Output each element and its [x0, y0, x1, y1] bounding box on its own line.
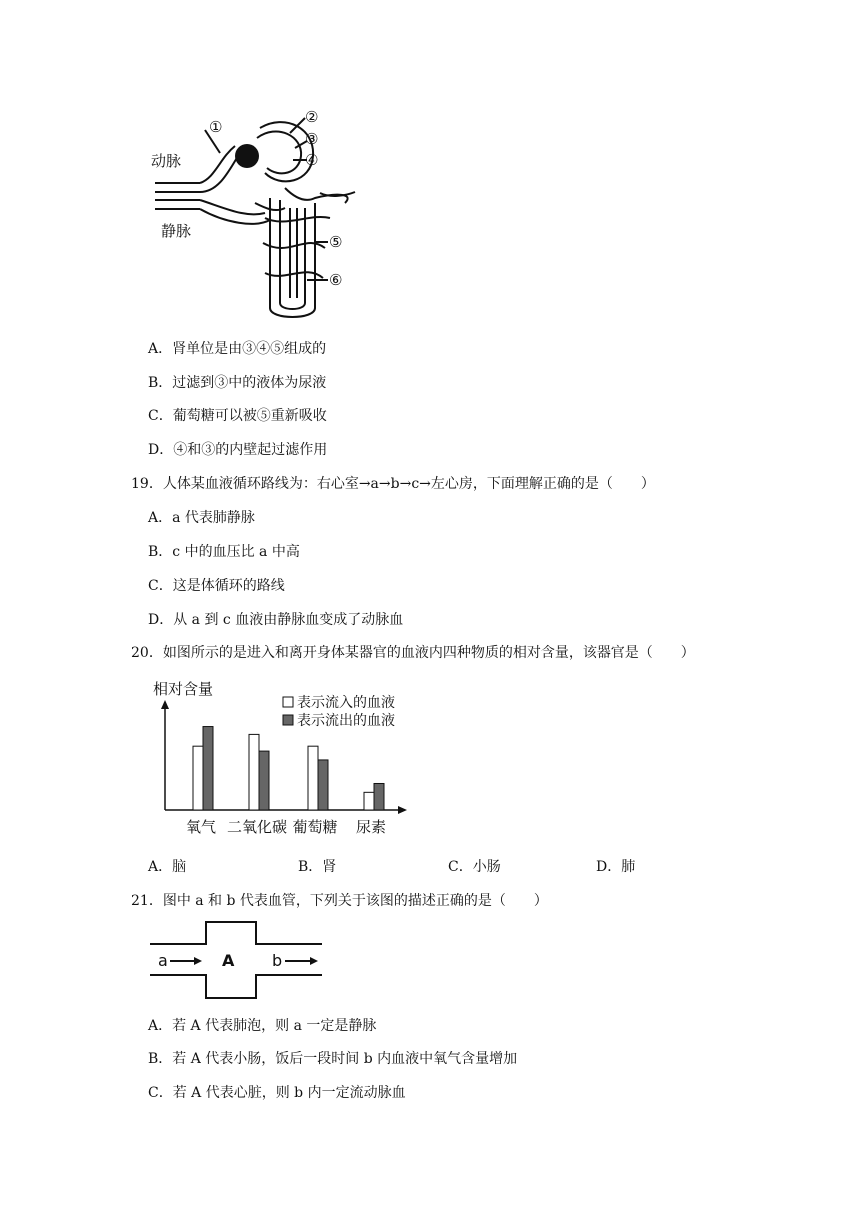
bar-inflow-3 — [364, 792, 374, 810]
arrow-b-head — [310, 957, 318, 965]
q20-stem: 20．如图所示的是进入和离开身体某器官的血液内四种物质的相对含量，该器官是（ ） — [131, 645, 695, 661]
q20-option-b: B．肾 — [298, 859, 337, 875]
q18-option-a: A．肾单位是由③④⑤组成的 — [148, 341, 327, 357]
x-axis-arrow — [398, 806, 407, 814]
fig-label-a: a — [158, 951, 168, 970]
bar-inflow-0 — [193, 746, 203, 810]
arrow-a-head — [194, 957, 202, 965]
legend-label-outflow: 表示流出的血液 — [297, 713, 395, 729]
fig-label-A: A — [222, 951, 235, 970]
y-axis-arrow — [161, 700, 169, 709]
legend-label-inflow: 表示流入的血液 — [297, 695, 395, 711]
q19-stem: 19．人体某血液循环路线为：右心室→a→b→c→左心房，下面理解正确的是（ ） — [131, 476, 655, 492]
q19-option-a: A．a 代表肺静脉 — [148, 510, 255, 526]
bar-inflow-1 — [249, 734, 259, 810]
q19-option-c: C．这是体循环的路线 — [148, 578, 285, 594]
q19-option-b: B．c 中的血压比 a 中高 — [148, 544, 300, 560]
q18-option-c: C．葡萄糖可以被⑤重新吸收 — [148, 408, 327, 424]
x-tick-label-1: 二氧化碳 — [226, 818, 288, 836]
x-tick-label-0: 氧气 — [185, 818, 217, 836]
bar-outflow-1 — [259, 751, 269, 810]
q18-option-b: B．过滤到③中的液体为尿液 — [148, 375, 327, 391]
q19-option-d: D．从 a 到 c 血液由静脉血变成了动脉血 — [148, 612, 404, 628]
bar-outflow-2 — [318, 760, 328, 810]
chart-ylabel: 相对含量 — [153, 680, 214, 698]
q21-option-a: A．若 A 代表肺泡，则 a 一定是静脉 — [148, 1018, 377, 1034]
nephron-figure — [145, 108, 360, 323]
x-tick-label-2: 葡萄糖 — [292, 818, 338, 836]
bar-outflow-3 — [374, 783, 384, 810]
label-artery: 动脉 — [151, 152, 182, 170]
q20-option-c: C．小肠 — [448, 859, 501, 875]
legend-swatch-outflow — [283, 715, 293, 725]
q20-option-a: A．脑 — [148, 859, 187, 875]
label-4: ④ — [305, 151, 319, 169]
bar-chart — [145, 672, 420, 842]
fig-label-b: b — [272, 951, 283, 970]
label-2: ② — [305, 108, 319, 126]
label-vein: 静脉 — [161, 222, 192, 240]
label-5: ⑤ — [329, 233, 343, 251]
legend-swatch-inflow — [283, 697, 293, 707]
label-1: ① — [209, 118, 223, 136]
label-6: ⑥ — [329, 271, 343, 289]
vessel-organ-figure — [148, 920, 328, 1002]
bar-inflow-2 — [308, 746, 318, 810]
q21-option-c: C．若 A 代表心脏，则 b 内一定流动脉血 — [148, 1085, 406, 1101]
label-3: ③ — [305, 130, 319, 148]
q18-option-d: D．④和③的内壁起过滤作用 — [148, 442, 328, 458]
chart-legend — [283, 694, 395, 729]
q21-option-b: B．若 A 代表小肠，饭后一段时间 b 内血液中氧气含量增加 — [148, 1051, 518, 1067]
q21-stem: 21．图中 a 和 b 代表血管，下列关于该图的描述正确的是（ ） — [131, 893, 548, 909]
q20-option-d: D．肺 — [596, 859, 636, 875]
x-tick-label-3: 尿素 — [355, 818, 387, 836]
bar-outflow-0 — [203, 727, 213, 810]
